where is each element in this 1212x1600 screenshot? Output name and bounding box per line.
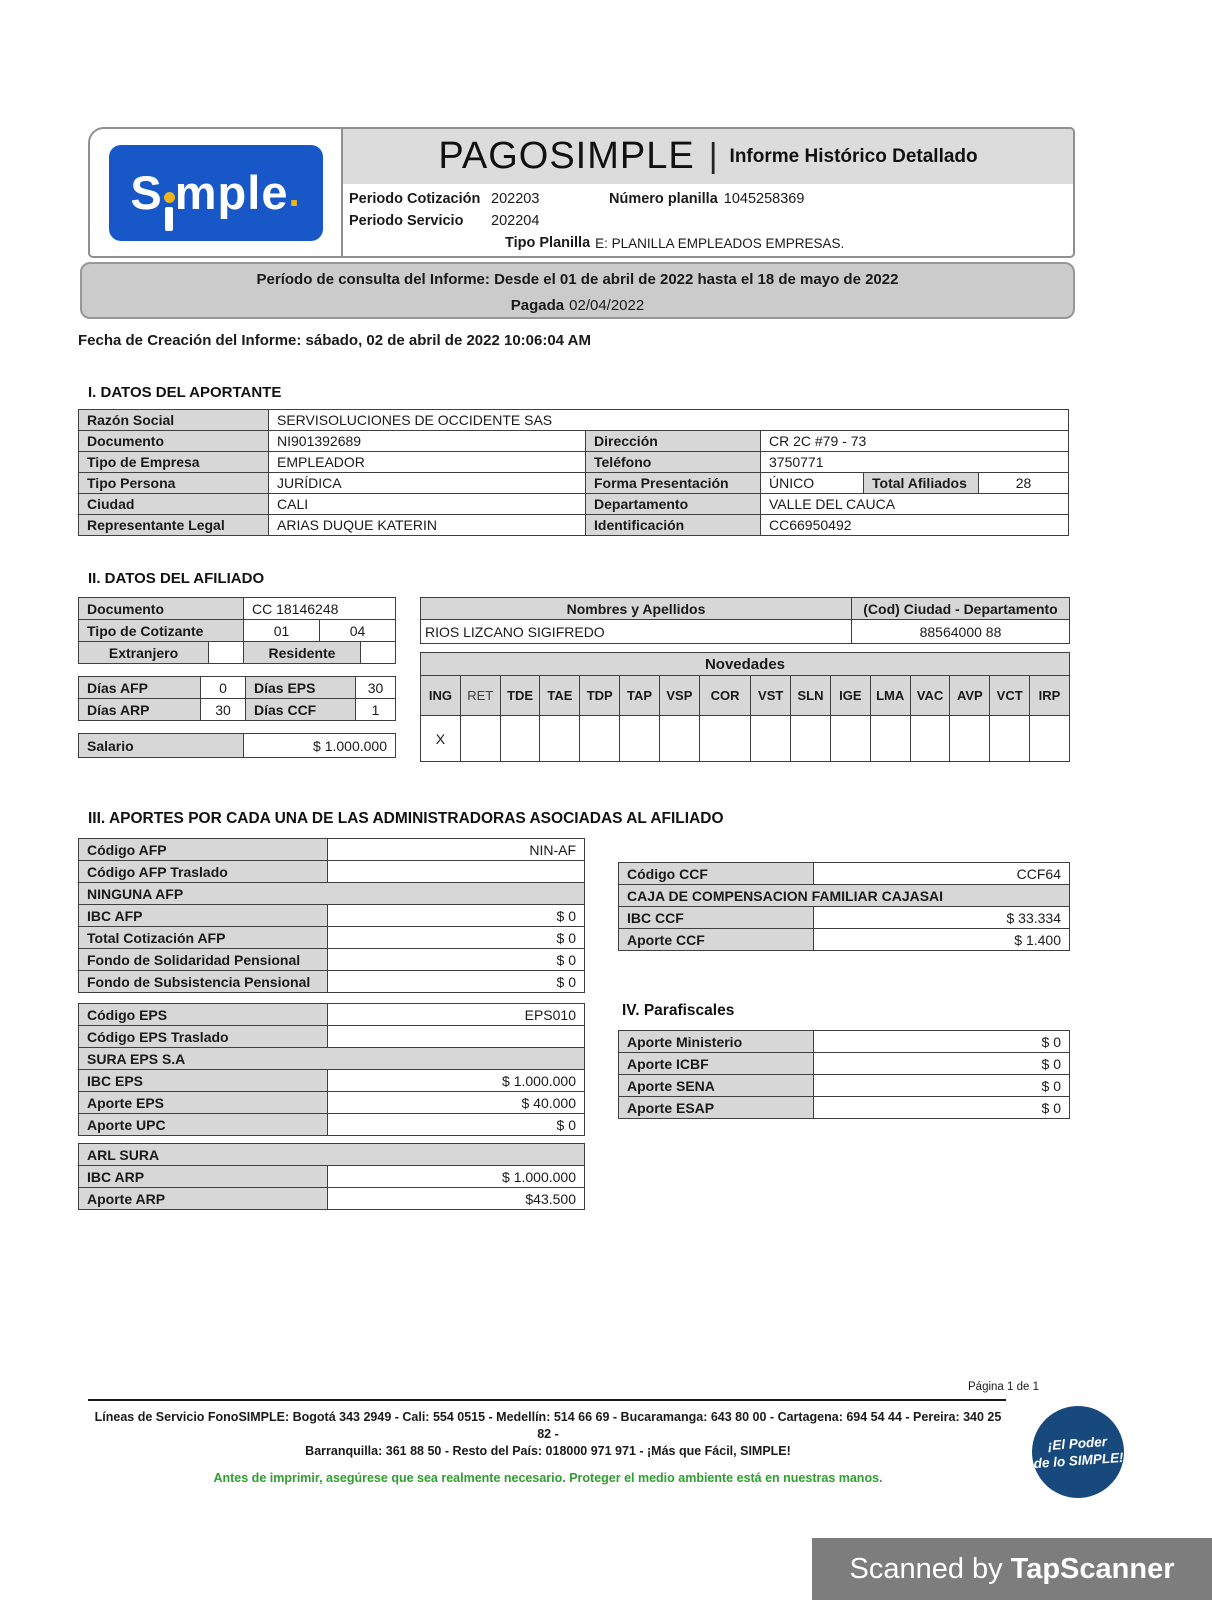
forma-presentacion-value: ÚNICO [761,473,864,494]
logo-letter-s: S [130,166,163,219]
codigo-ccf-label: Código CCF [619,863,814,885]
fondo-solidaridad-label: Fondo de Solidaridad Pensional [79,949,328,971]
ibc-ccf-label: IBC CCF [619,907,814,929]
scan-banner-brand: TapScanner [1010,1552,1175,1585]
fondo-subsistencia-label: Fondo de Subsistencia Pensional [79,971,328,993]
simple-power-badge [1029,1403,1127,1501]
page-number: Página 1 de 1 [968,1381,1039,1393]
table-row [79,949,585,971]
extranjero-label: Extranjero [79,642,209,664]
novedad-val-sln [791,716,831,762]
aporte-eps-label: Aporte EPS [79,1092,328,1114]
table-row [79,620,396,642]
representante-value: ARIAS DUQUE KATERIN [269,515,586,536]
novedad-val-tae [540,716,580,762]
novedad-val-vct [990,716,1030,762]
novedad-val-ret [461,716,501,762]
codigo-eps-traslado-value [328,1026,585,1048]
fondo-solidaridad-value: $ 0 [328,949,585,971]
dias-ccf-label: Días CCF [246,699,356,721]
novedades-header-row [421,676,1070,716]
creation-date: Fecha de Creación del Informe: sábado, 02 de abril de 2022 10:06:04 AM [78,332,591,349]
afiliado-documento-value: CC 18146248 [244,598,396,620]
nombres-header: Nombres y Apellidos [421,598,852,620]
novedad-val-ige [831,716,871,762]
novedad-val-vsp [660,716,700,762]
section1-title: I. DATOS DEL APORTANTE [88,384,282,401]
table-row [79,1188,585,1210]
eco-message: Antes de imprimir, asegúrese que sea realmente necesario. Proteger el medio ambiente está en nuestras manos. [213,1471,883,1485]
table-row [79,1048,585,1070]
afiliado-ciudad-cod: 88564000 88 [852,620,1070,644]
representante-label: Representante Legal [79,515,269,536]
total-cotizacion-afp-value: $ 0 [328,927,585,949]
table-row [619,1053,1070,1075]
periodo-servicio-row [349,210,1067,232]
nombres-table [420,597,1070,644]
dias-arp-value: 30 [201,699,246,721]
footer-line-1: Líneas de Servicio FonoSIMPLE: Bogotá 343 2949 - Cali: 554 0515 - Medellín: 514 66 69 - Bucaramanga: 643 80 00 - Cartagena: 694 54 44 - Pereira: 340 25 82 - [94,1410,1002,1441]
afiliado-nombre: RIOS LIZCANO SIGIFREDO [421,620,852,644]
tipo-planilla-row [349,232,1067,254]
table-row [619,1097,1070,1119]
table-row [79,927,585,949]
novedad-val-cor [700,716,751,762]
novedad-val-vac [911,716,951,762]
novedad-col-sln: SLN [791,676,831,716]
dias-table [78,676,396,721]
title-separator: | [708,137,718,175]
consulta-band [80,262,1075,319]
codigo-afp-value: NIN-AF [328,839,585,861]
table-row [79,734,396,758]
documento-value: NI901392689 [269,431,586,452]
novedad-val-lma [871,716,911,762]
afiliado-doc-table [78,597,396,664]
codigo-afp-traslado-value [328,861,585,883]
total-afiliados-value: 28 [979,473,1069,494]
codigo-eps-traslado-label: Código EPS Traslado [79,1026,328,1048]
periodo-servicio-label: Periodo Servicio [349,213,464,229]
aporte-upc-label: Aporte UPC [79,1114,328,1136]
aporte-arp-label: Aporte ARP [79,1188,328,1210]
novedad-val-avp [950,716,990,762]
novedad-val-irp [1030,716,1070,762]
report-title: PAGOSIMPLE [438,135,695,177]
aporte-esap-label: Aporte ESAP [619,1097,814,1119]
table-row [79,431,1069,452]
simple-logo [109,145,323,241]
table-row [79,1092,585,1114]
tipo-empresa-label: Tipo de Empresa [79,452,269,473]
novedad-col-tde: TDE [501,676,541,716]
residente-value [361,642,396,664]
direccion-value: CR 2C #79 - 73 [761,431,1069,452]
novedad-col-ing: ING [421,676,461,716]
tipo-planilla-value: E: PLANILLA EMPLEADOS EMPRESAS. [595,235,845,251]
forma-presentacion-label: Forma Presentación [586,473,761,494]
novedad-val-tap [620,716,660,762]
novedad-col-vsp: VSP [660,676,700,716]
novedad-col-ige: IGE [831,676,871,716]
salario-value: $ 1.000.000 [244,734,396,758]
tipo-empresa-value: EMPLEADOR [269,452,586,473]
badge-line-2: de lo SIMPLE! [1033,1449,1125,1472]
periodo-cotizacion-value: 202203 [491,191,540,207]
pagada-row [82,297,1073,314]
novedad-col-tap: TAP [620,676,660,716]
dias-afp-label: Días AFP [79,677,201,699]
ccf-table [618,862,1070,951]
residente-label: Residente [244,642,361,664]
table-row [79,839,585,861]
codigo-afp-label: Código AFP [79,839,328,861]
novedad-col-ret: RET [461,676,501,716]
aporte-upc-value: $ 0 [328,1114,585,1136]
departamento-value: VALLE DEL CAUCA [761,494,1069,515]
logo-i-yellow-dot-icon [164,192,175,203]
section3-title: III. APORTES POR CADA UNA DE LAS ADMINISTRADORAS ASOCIADAS AL AFILIADO [88,810,724,827]
afp-table [78,838,585,993]
aporte-sena-label: Aporte SENA [619,1075,814,1097]
aporte-arp-value: $43.500 [328,1188,585,1210]
novedad-col-vac: VAC [911,676,951,716]
eps-entidad: SURA EPS S.A [79,1048,585,1070]
codigo-afp-traslado-label: Código AFP Traslado [79,861,328,883]
direccion-label: Dirección [586,431,761,452]
novedad-col-cor: COR [700,676,751,716]
title-band [343,129,1073,184]
logo-i-stem [165,207,173,231]
salario-table [78,733,396,758]
ccf-entidad: CAJA DE COMPENSACION FAMILIAR CAJASAI [619,885,1070,907]
tipo-cotizante-value-1: 01 [244,620,320,642]
report-header [88,127,1075,258]
identificacion-value: CC66950492 [761,515,1069,536]
novedad-col-vct: VCT [990,676,1030,716]
ciudad-value: CALI [269,494,586,515]
novedad-val-tdp [580,716,620,762]
footer-divider [88,1399,1006,1401]
aportante-table [78,409,1069,536]
badge-line-1: ¡El Poder [1047,1433,1108,1454]
aporte-ministerio-value: $ 0 [814,1031,1070,1053]
extranjero-value [209,642,244,664]
aporte-esap-value: $ 0 [814,1097,1070,1119]
logo-cell [90,129,343,256]
table-row [79,905,585,927]
table-row [79,642,396,664]
table-row [619,885,1070,907]
footer-line-2: Barranquilla: 361 88 50 - Resto del País: 018000 971 971 - ¡Más que Fácil, SIMPLE! [305,1444,791,1458]
table-row [79,861,585,883]
pagada-label: Pagada [510,297,565,314]
numero-planilla-label: Número planilla [609,191,718,207]
identificacion-label: Identificación [586,515,761,536]
table-row [421,653,1070,676]
scan-banner-prefix: Scanned by [849,1552,1003,1585]
codigo-ccf-value: CCF64 [814,863,1070,885]
ibc-afp-value: $ 0 [328,905,585,927]
table-row [79,1026,585,1048]
tipo-planilla-label: Tipo Planilla [505,235,591,251]
table-row [79,699,396,721]
documento-label: Documento [79,431,269,452]
numero-planilla-value: 1045258369 [723,191,805,207]
novedad-col-vst: VST [751,676,791,716]
table-row [79,1004,585,1026]
tipo-persona-value: JURÍDICA [269,473,586,494]
novedad-val-ing: X [421,716,461,762]
table-row [79,598,396,620]
dias-ccf-value: 1 [356,699,396,721]
tapscanner-banner [812,1538,1212,1600]
logo-period: . [288,170,301,215]
table-row [79,410,1069,431]
table-row [421,620,1070,644]
novedades-value-row [421,716,1070,762]
header-right [343,129,1073,256]
afiliado-documento-label: Documento [79,598,244,620]
telefono-label: Teléfono [586,452,761,473]
table-row [79,971,585,993]
dias-arp-label: Días ARP [79,699,201,721]
period-info [343,184,1073,256]
tipo-persona-label: Tipo Persona [79,473,269,494]
table-row [619,1075,1070,1097]
table-row [619,1031,1070,1053]
aporte-ccf-value: $ 1.400 [814,929,1070,951]
table-row [79,1114,585,1136]
table-row [79,1070,585,1092]
aporte-eps-value: $ 40.000 [328,1092,585,1114]
ciudad-label: Ciudad [79,494,269,515]
novedad-col-tdp: TDP [580,676,620,716]
consulta-period-text: Período de consulta del Informe: Desde el 01 de abril de 2022 hasta el 18 de mayo de 2022 [256,271,899,288]
novedades-table [420,652,1070,762]
section2-title: II. DATOS DEL AFILIADO [88,570,265,587]
report-subtitle: Informe Histórico Detallado [729,145,978,167]
section4-title: IV. Parafiscales [622,1002,735,1019]
ibc-eps-value: $ 1.000.000 [328,1070,585,1092]
aporte-icbf-value: $ 0 [814,1053,1070,1075]
tipo-cotizante-value-2: 04 [320,620,396,642]
aporte-ministerio-label: Aporte Ministerio [619,1031,814,1053]
table-row [79,883,585,905]
table-row [79,473,1069,494]
table-row [79,1166,585,1188]
periodo-cotizacion-row [349,188,1067,210]
logo-letters-mple: mple [174,166,289,219]
total-cotizacion-afp-label: Total Cotización AFP [79,927,328,949]
ibc-ccf-value: $ 33.334 [814,907,1070,929]
eps-table [78,1003,585,1136]
table-row [79,1144,585,1166]
novedad-col-tae: TAE [540,676,580,716]
codigo-eps-value: EPS010 [328,1004,585,1026]
razon-social-label: Razón Social [79,410,269,431]
arl-entidad: ARL SURA [79,1144,585,1166]
departamento-label: Departamento [586,494,761,515]
table-row [79,494,1069,515]
table-row [421,598,1070,620]
ibc-afp-label: IBC AFP [79,905,328,927]
periodo-cotizacion-label: Periodo Cotización [349,191,481,207]
aporte-sena-value: $ 0 [814,1075,1070,1097]
pagada-date: 02/04/2022 [569,297,645,314]
total-afiliados-label: Total Afiliados [864,473,979,494]
table-row [619,907,1070,929]
arl-table [78,1143,585,1210]
novedades-title: Novedades [421,653,1070,676]
novedad-col-avp: AVP [950,676,990,716]
novedad-col-irp: IRP [1030,676,1070,716]
table-row [79,677,396,699]
codigo-eps-label: Código EPS [79,1004,328,1026]
periodo-servicio-value: 202204 [491,213,540,229]
ibc-arp-value: $ 1.000.000 [328,1166,585,1188]
table-row [79,452,1069,473]
aporte-icbf-label: Aporte ICBF [619,1053,814,1075]
afp-entidad: NINGUNA AFP [79,883,585,905]
novedad-val-tde [501,716,541,762]
telefono-value: 3750771 [761,452,1069,473]
dias-afp-value: 0 [201,677,246,699]
tipo-cotizante-label: Tipo de Cotizante [79,620,244,642]
ciudad-depto-header: (Cod) Ciudad - Departamento [852,598,1070,620]
dias-eps-value: 30 [356,677,396,699]
novedad-col-lma: LMA [871,676,911,716]
aporte-ccf-label: Aporte CCF [619,929,814,951]
parafiscales-table [618,1030,1070,1119]
table-row [79,515,1069,536]
razon-social-value: SERVISOLUCIONES DE OCCIDENTE SAS [269,410,1069,431]
footer-service-lines [88,1409,1008,1460]
novedad-val-vst [751,716,791,762]
fondo-subsistencia-value: $ 0 [328,971,585,993]
table-row [619,929,1070,951]
dias-eps-label: Días EPS [246,677,356,699]
table-row [619,863,1070,885]
salario-label: Salario [79,734,244,758]
ibc-eps-label: IBC EPS [79,1070,328,1092]
ibc-arp-label: IBC ARP [79,1166,328,1188]
